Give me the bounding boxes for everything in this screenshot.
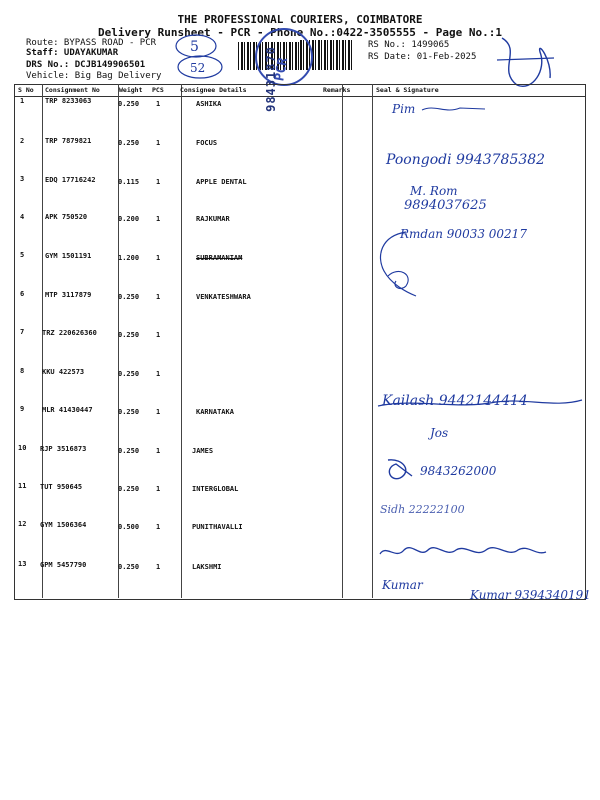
row-pcs: 1: [156, 370, 161, 378]
row-weight: 0.250: [118, 293, 140, 301]
row-sno: 11: [18, 482, 27, 490]
row-pcs: 1: [156, 215, 161, 223]
signature-row-1: Pim: [392, 102, 416, 116]
row-consignment: MLR 41430447: [42, 406, 93, 414]
col-divider: [181, 84, 182, 598]
row-weight: 0.250: [118, 408, 140, 416]
staff-label: Staff: UDAYAKUMAR: [26, 48, 119, 58]
row-consignment: TRP 8233063: [45, 97, 92, 105]
row-sno: 9: [20, 405, 25, 413]
col-divider: [372, 84, 373, 598]
row-weight: 0.250: [118, 331, 140, 339]
col-divider: [118, 84, 119, 598]
row-sno: 4: [20, 213, 25, 221]
signature-row-13-phone: Kumar 9394340191: [470, 588, 591, 602]
row-consignment: TRZ 220626360: [42, 329, 97, 337]
vehicle-label: Vehicle: Big Bag Delivery: [26, 71, 162, 81]
row-consignment: GYM 1501191: [45, 252, 92, 260]
row-consignee: FOCUS: [196, 139, 218, 147]
row-pcs: 1: [156, 485, 161, 493]
col-header-weight: Weight: [119, 86, 143, 94]
row-weight: 1.200: [118, 254, 140, 262]
row-pcs: 1: [156, 563, 161, 571]
row-sno: 8: [20, 367, 25, 375]
row-weight: 0.250: [118, 139, 140, 147]
stamp-text: PCR: [272, 56, 292, 83]
signature-bracket: [376, 226, 466, 301]
signature-row-4: Rmdan 90033 00217: [400, 227, 527, 241]
row-consignee: INTERGLOBAL: [192, 485, 239, 493]
row-consignment: TUT 950645: [40, 483, 83, 491]
row-consignee: ASHIKA: [196, 100, 222, 108]
row-sno: 2: [20, 137, 25, 145]
row-consignee: SUBRAMANIAM: [196, 254, 243, 262]
row-sno: 6: [20, 290, 25, 298]
col-header-remarks: Remarks: [323, 86, 351, 94]
row-pcs: 1: [156, 100, 161, 108]
row-consignee: RAJKUMAR: [196, 215, 230, 223]
col-header-consignee: Consignee Details: [180, 86, 247, 94]
row-pcs: 1: [156, 254, 161, 262]
row-consignment: KKU 422573: [42, 368, 85, 376]
row-consignment: RJP 3516873: [40, 445, 87, 453]
row-pcs: 1: [156, 178, 161, 186]
row-consignment: MTP 3117879: [45, 291, 92, 299]
row-weight: 0.250: [118, 370, 140, 378]
row-sno: 7: [20, 328, 25, 336]
rs-date: RS Date: 01-Feb-2025: [368, 52, 477, 62]
row-sno: 13: [18, 560, 27, 568]
row-weight: 0.115: [118, 178, 140, 186]
row-weight: 0.250: [118, 447, 140, 455]
signature-arrow-1: [420, 100, 490, 118]
row-sno: 1: [20, 97, 25, 105]
row-sno: 3: [20, 175, 25, 183]
row-weight: 0.250: [118, 100, 140, 108]
row-consignee: APPLE DENTAL: [196, 178, 247, 186]
signature-row-12: [376, 540, 551, 566]
signature-row-10-mark: [382, 456, 422, 482]
signature-row-3-name: M. Rom: [410, 184, 458, 198]
row-weight: 0.500: [118, 523, 140, 531]
row-consignee: VENKATESHWARA: [196, 293, 251, 301]
col-header-sno: S No: [18, 86, 34, 94]
row-pcs: 1: [156, 139, 161, 147]
row-sno: 10: [18, 444, 27, 452]
rs-number: RS No.: 1499065: [368, 40, 450, 50]
row-consignment: GPM 5457790: [40, 561, 87, 569]
row-consignee: PUNITHAVALLI: [192, 523, 243, 531]
circled-number-top: 5: [190, 39, 199, 55]
row-pcs: 1: [156, 293, 161, 301]
signature-row-11: Sidh 22222100: [380, 503, 465, 516]
runsheet-subtitle: Delivery Runsheet - PCR - Phone No.:0422-3505555 - Page No.:1: [98, 26, 502, 39]
signature-row-13-name: Kumar: [382, 578, 423, 592]
row-consignment: EDQ 17716242: [45, 176, 96, 184]
row-pcs: 1: [156, 523, 161, 531]
row-consignment: TRP 7879821: [45, 137, 92, 145]
circled-annotation: [168, 32, 228, 82]
signature-row-10: 9843262000: [420, 464, 497, 478]
row-pcs: 1: [156, 331, 161, 339]
row-weight: 0.250: [118, 563, 140, 571]
row-consignee: JAMES: [192, 447, 214, 455]
col-header-consignment: Consignment No: [45, 86, 100, 94]
stamp-number: 98431870: [263, 46, 278, 112]
drs-label: DRS No.: DCJB149906501: [26, 60, 146, 70]
signature-row-3-phone: 9894037625: [404, 198, 487, 213]
row-sno: 5: [20, 251, 25, 259]
row-pcs: 1: [156, 447, 161, 455]
signature-row-9-initials: Jos: [430, 426, 449, 440]
row-consignee: LAKSHMI: [192, 563, 222, 571]
row-consignee: KARNATAKA: [196, 408, 234, 416]
row-pcs: 1: [156, 408, 161, 416]
row-sno: 12: [18, 520, 27, 528]
route-label: Route: BYPASS ROAD - PCR: [26, 38, 157, 48]
col-header-pcs: PCS: [152, 86, 164, 94]
row-weight: 0.200: [118, 215, 140, 223]
col-divider: [342, 84, 343, 598]
header-divider: [14, 96, 586, 97]
col-header-seal: Seal & Signature: [376, 86, 439, 94]
row-consignment: GYM 1506364: [40, 521, 87, 529]
row-weight: 0.250: [118, 485, 140, 493]
circled-number-bottom: 52: [190, 61, 206, 75]
row-consignment: APK 750520: [45, 213, 88, 221]
company-title: THE PROFESSIONAL COURIERS, COIMBATORE: [177, 13, 423, 26]
signature-row-2: Poongodi 9943785382: [386, 152, 546, 168]
signature-row-9: Kailash 9442144414: [382, 393, 528, 409]
